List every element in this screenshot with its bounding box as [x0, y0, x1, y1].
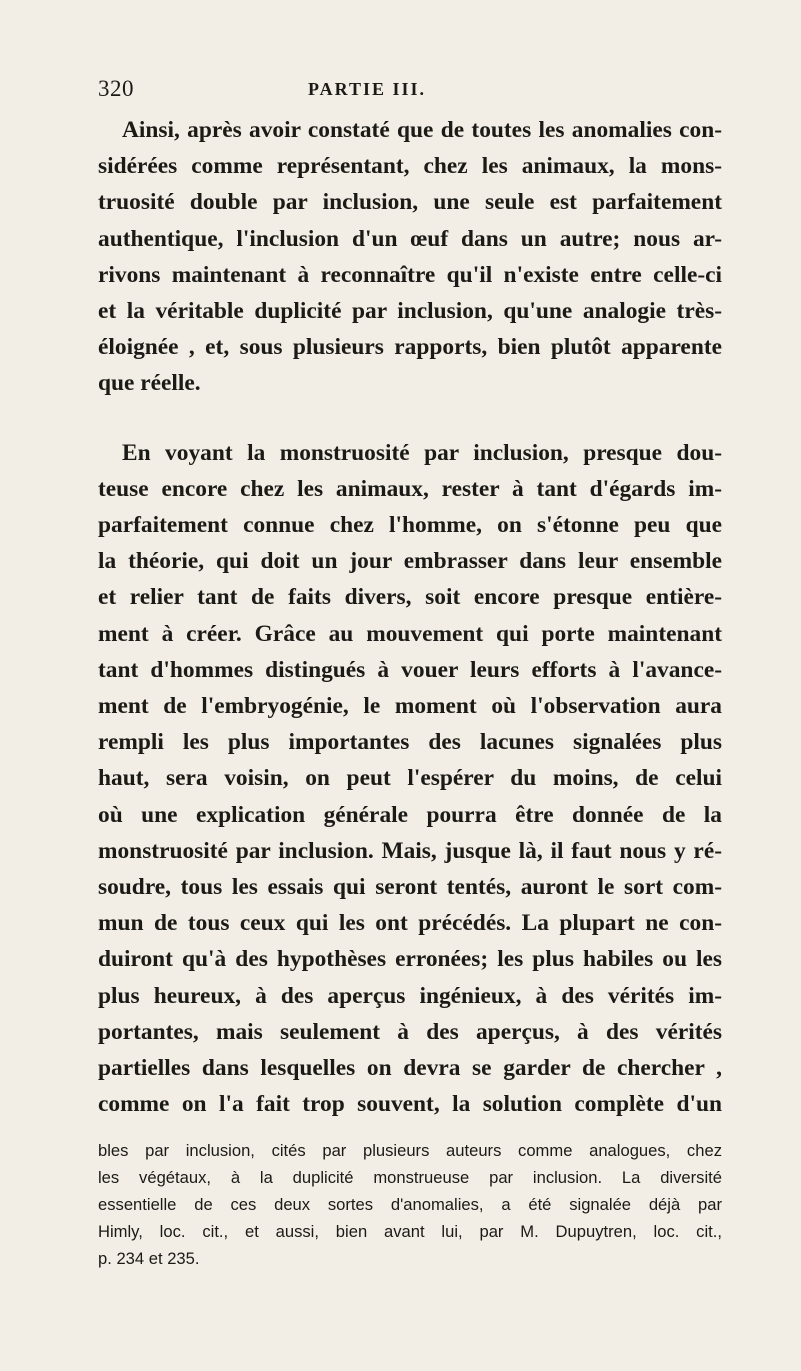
- footnote-line: les végétaux, à la duplicité monstrueuse par inclusion. La diversité: [98, 1168, 722, 1187]
- text-line: plus heureux, à des aperçus ingénieux, à des vérités im-: [98, 982, 722, 1009]
- text-line: soudre, tous les essais qui seront tentés, auront le sort com-: [98, 874, 722, 901]
- text-line: la théorie, qui doit un jour embrasser dans leur ensemble: [98, 548, 722, 575]
- running-head: [98, 76, 718, 106]
- text-line: monstruosité par inclusion. Mais, jusque là, il faut nous y ré-: [98, 837, 722, 864]
- text-line: authentique, l'inclusion d'un œuf dans un autre; nous ar-: [98, 225, 722, 252]
- text-line: sidérées comme représentant, chez les animaux, la mons-: [98, 153, 722, 180]
- text-line: teuse encore chez les animaux, rester à tant d'égards im-: [98, 475, 722, 502]
- text-line: truosité double par inclusion, une seule est parfaitement: [98, 189, 722, 216]
- text-line: rivons maintenant à reconnaître qu'il n'existe entre celle-ci: [98, 261, 722, 288]
- text-line: tant d'hommes distingués à vouer leurs efforts à l'avance-: [98, 656, 722, 683]
- text-line: parfaitement connue chez l'homme, on s'étonne peu que: [98, 512, 722, 539]
- text-line: Ainsi, après avoir constaté que de toutes les anomalies con-: [122, 117, 722, 143]
- footnote-line: Himly, loc. cit., et aussi, bien avant lui, par M. Dupuytren, loc. cit.,: [98, 1222, 722, 1241]
- text-line: mun de tous ceux qui les ont précédés. La plupart ne con-: [98, 910, 722, 937]
- text-line: et la véritable duplicité par inclusion, qu'une analogie très-: [98, 298, 722, 325]
- text-line: ment de l'embryogénie, le moment où l'observation aura: [98, 693, 722, 720]
- footnote-line: essentielle de ces deux sortes d'anomalies, a été signalée déjà par: [98, 1195, 722, 1214]
- text-line: ment à créer. Grâce au mouvement qui porte maintenant: [98, 620, 722, 647]
- text-line: haut, sera voisin, on peut l'espérer du moins, de celui: [98, 765, 722, 792]
- running-head-title: PARTIE III.: [308, 79, 427, 99]
- text-line: éloignée , et, sous plusieurs rapports, bien plutôt apparente: [98, 334, 722, 361]
- footnote: [98, 1137, 722, 1272]
- text-line: duiront qu'à des hypothèses erronées; les plus habiles ou les: [98, 946, 722, 973]
- text-line: que réelle.: [98, 370, 201, 397]
- text-line: comme on l'a fait trop souvent, la solution complète d'un: [98, 1091, 722, 1118]
- paragraph-2: [98, 435, 722, 1123]
- text-line: partielles dans lesquelles on devra se garder de chercher ,: [98, 1055, 722, 1082]
- text-line: rempli les plus importantes des lacunes signalées plus: [98, 729, 722, 756]
- footnote-line: p. 234 et 235.: [98, 1249, 200, 1268]
- paragraph-gap: [98, 402, 722, 435]
- paragraph-1: [98, 112, 722, 402]
- text-line: et relier tant de faits divers, soit encore presque entière-: [98, 584, 722, 611]
- main-text: [98, 112, 722, 1122]
- text-line: portantes, mais seulement à des aperçus, à des vérités: [98, 1018, 722, 1045]
- text-line: En voyant la monstruosité par inclusion, presque dou-: [122, 439, 722, 466]
- page-number: 320: [98, 76, 134, 101]
- text-line: où une explication générale pourra être donnée de la: [98, 801, 722, 828]
- footnote-line: bles par inclusion, cités par plusieurs auteurs comme analogues, chez: [98, 1141, 722, 1160]
